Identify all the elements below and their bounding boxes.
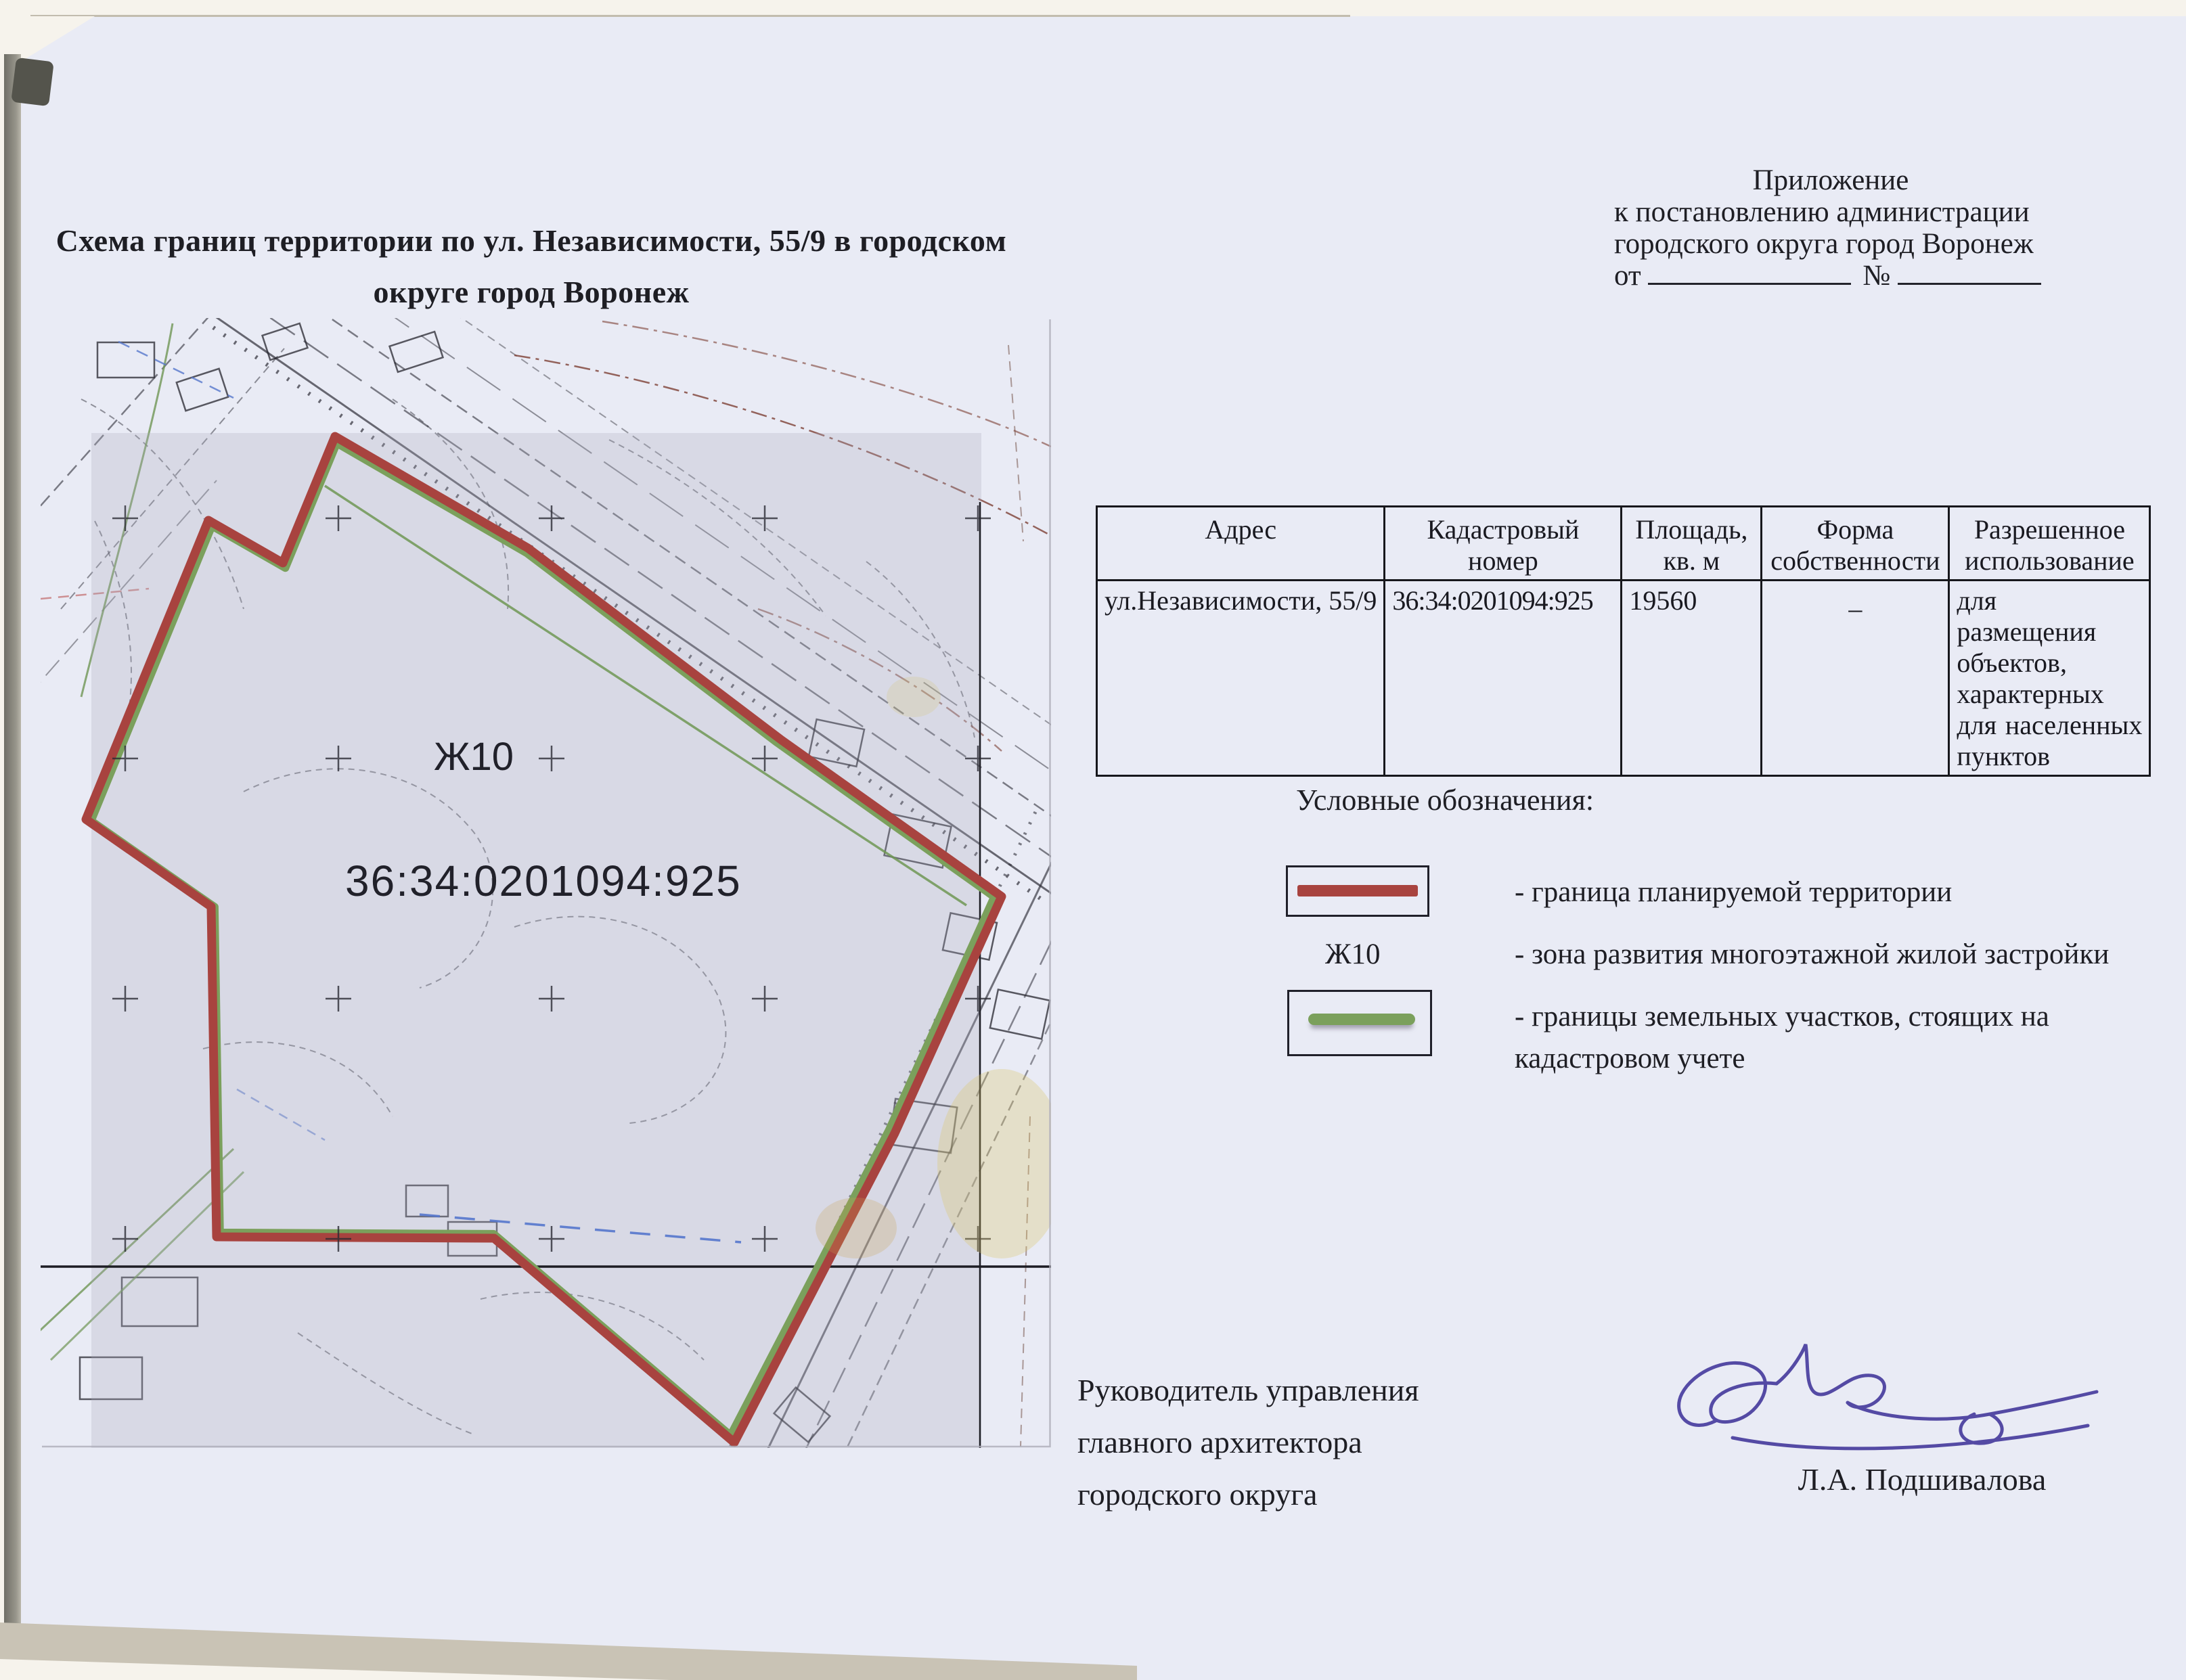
legend-heading: Условные обозначения: <box>1296 784 1594 817</box>
document-title-line2: округе город Воронеж <box>373 275 690 309</box>
annex-number-label: № <box>1862 260 1891 292</box>
annex-line1: Приложение <box>1752 164 1909 196</box>
col-header-area: Площадь, кв. м <box>1622 507 1762 581</box>
signatory-name: Л.А. Подшивалова <box>1798 1462 2047 1497</box>
col-header-ownership: Форма собственности <box>1762 507 1949 581</box>
legend-item-1-label: - граница планируемой территории <box>1515 876 1953 908</box>
annex-date-blank <box>1648 260 1851 285</box>
cell-address: ул.Независимости, 55/9 <box>1097 581 1385 776</box>
map-zone-label: Ж10 <box>433 735 514 779</box>
legend-green-swatch-box <box>1287 990 1432 1056</box>
legend-zone-code: Ж10 <box>1325 938 1381 970</box>
cell-permitted-use: для размещения объектов, характерных для населенных пунктов <box>1949 581 2150 776</box>
signature <box>1651 1343 2125 1472</box>
signoff-line2: главного архитектора <box>1077 1425 1362 1459</box>
signoff-line1: Руководитель управления <box>1077 1373 1419 1407</box>
legend-green-line-swatch <box>1308 1014 1415 1025</box>
legend-item-3-label: - границы земельных участков, стоящих на кадастровом учете <box>1515 1001 2049 1074</box>
parcel-info-table <box>1096 505 2151 777</box>
legend-red-line-swatch <box>1297 885 1418 896</box>
legend-red-swatch-box <box>1286 865 1429 917</box>
page-left-edge-blob <box>11 58 54 106</box>
annex-line3: городского округа город Воронеж <box>1614 228 2034 260</box>
signoff-block <box>1077 1364 1419 1520</box>
cell-area: 19560 <box>1622 581 1762 776</box>
cell-ownership: – <box>1762 581 1949 776</box>
page-left-edge <box>4 54 21 1680</box>
cadastral-map <box>41 318 1051 1448</box>
document-title-line1: Схема границ территории по ул. Независимости, 55/9 в городском <box>55 223 1007 258</box>
annex-from-line <box>1614 260 2047 292</box>
page-top-edge-line <box>30 15 1350 17</box>
map-highlight-overlay <box>91 433 981 1448</box>
annex-from-label: от <box>1614 260 1641 292</box>
annex-line2: к постановлению администрации <box>1614 196 2030 228</box>
map-cadastral-number-label: 36:34:0201094:925 <box>345 857 742 905</box>
table-row <box>1097 581 2150 776</box>
table-header-row <box>1097 507 2150 581</box>
document-title <box>51 215 1012 318</box>
legend-item-2-label: - зона развития многоэтажной жилой застройки <box>1515 938 2110 970</box>
col-header-address: Адрес <box>1097 507 1385 581</box>
col-header-permitted-use: Разрешенное использование <box>1949 507 2150 581</box>
annex-note <box>1614 164 2047 292</box>
annex-number-blank <box>1898 260 2041 285</box>
col-header-cadastral-number: Кадастровый номер <box>1385 507 1622 581</box>
signoff-line3: городского округа <box>1077 1477 1318 1512</box>
cell-cadastral-number: 36:34:0201094:925 <box>1385 581 1622 776</box>
